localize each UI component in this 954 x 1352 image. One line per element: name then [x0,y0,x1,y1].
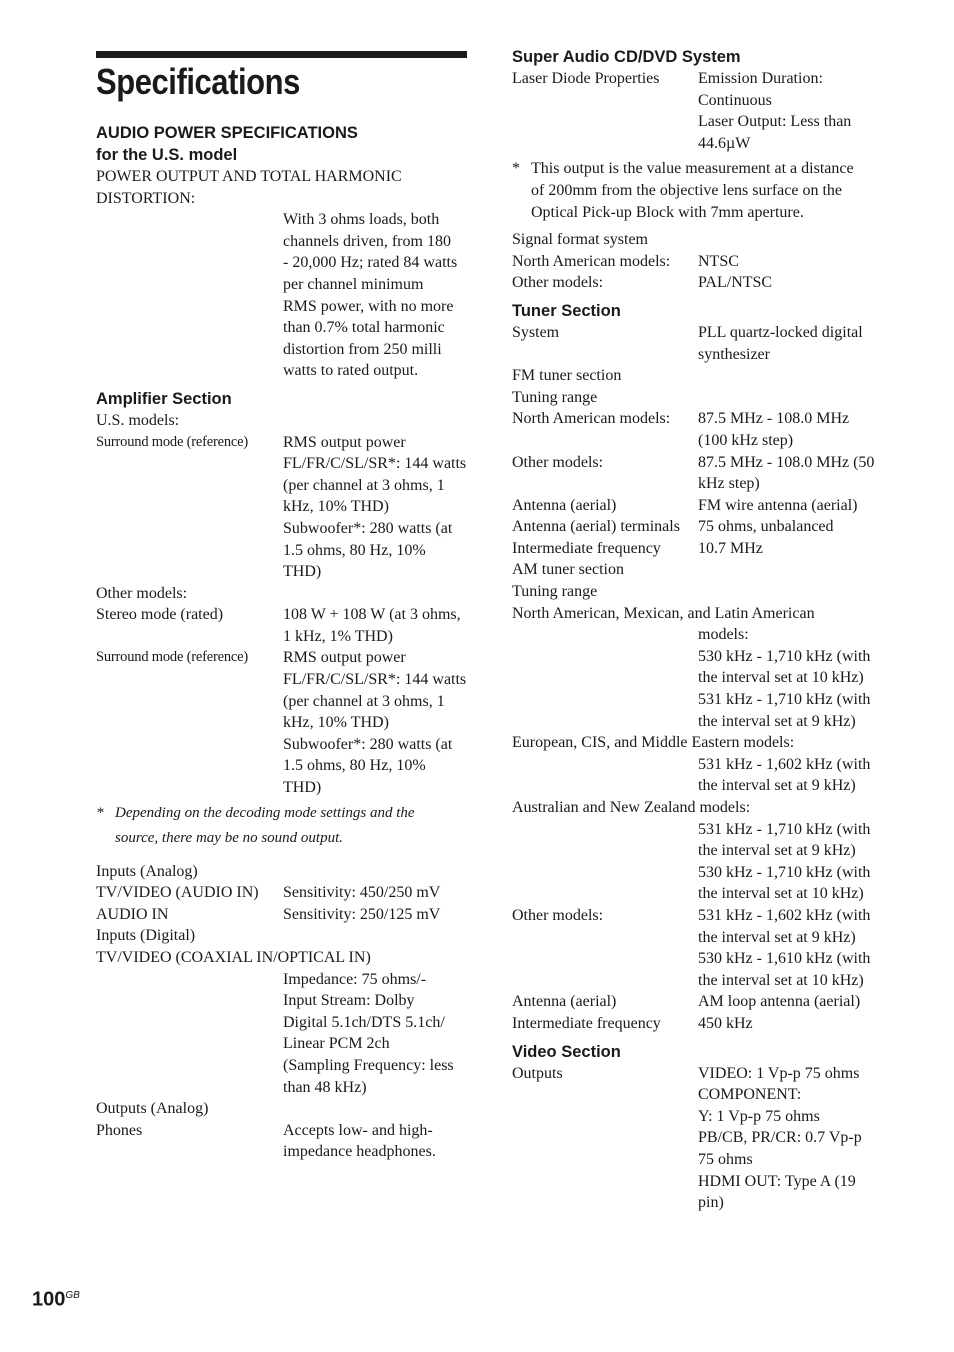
am-na-label-2: models: [698,626,749,644]
audio-power-intro: POWER OUTPUT AND TOTAL HARMONIC [96,168,402,185]
right-column [512,46,882,1214]
text-line: impedance headphones. [283,1143,436,1161]
page-number-value: 100 [32,1288,66,1311]
spec-label: AUDIO IN [96,905,169,923]
spec-row-laser [512,68,882,154]
spec-label: Other models: [512,906,604,924]
laser-footnote [512,158,882,223]
sacd-heading: Super Audio CD/DVD System [512,48,741,66]
video-heading: Video Section [512,1042,621,1061]
spec-value: 10.7 MHz [698,539,763,557]
text-line: PB/CB, PR/CR: 0.7 Vp-p [698,1129,862,1147]
spec-value [698,452,882,495]
spec-label: System [512,323,560,341]
text-line: 1.5 ohms, 80 Hz, 10% [283,541,426,559]
spec-value: AM loop antenna (aerial) [698,993,861,1011]
text-line: 530 kHz - 1,710 kHz (with [698,647,871,665]
signal-format-label: Signal format system [512,231,648,249]
spec-label: Antenna (aerial) [512,496,617,514]
spec-label: Other models: [512,453,604,471]
am-au-value [512,819,882,905]
am-na-label: North American, Mexican, and Latin American [512,604,815,622]
footnote-marker: * [512,160,520,178]
spec-label: TV/VIDEO (AUDIO IN) [96,884,259,902]
text-line: FL/FR/C/SL/SR*: 144 watts [283,671,467,689]
audio-power-subheading: for the U.S. model [96,146,238,164]
spec-label: North American models: [512,410,671,428]
tuner-heading: Tuner Section [512,301,621,320]
spec-label: Surround mode (reference) [96,433,249,450]
text-line: the interval set at 10 kHz) [698,669,864,687]
title-rule [96,51,467,58]
text-line: Continuous [698,91,772,109]
spec-value [698,1063,882,1214]
text-line: kHz step) [698,475,760,493]
text-line: COMPONENT: [698,1086,802,1104]
spec-label: Outputs [512,1064,563,1082]
text-line: Accepts low- and high- [283,1121,433,1139]
spec-row-outputs [512,1063,882,1214]
text-line: Input Stream: Dolby [283,992,415,1010]
spec-label: Intermediate frequency [512,539,661,557]
text-line: the interval set at 9 kHz) [698,777,856,795]
spec-value [698,68,882,154]
text-line: 1.5 ohms, 80 Hz, 10% [283,757,426,775]
spec-row-am-antenna [512,991,882,1013]
fm-tuning-range-label: Tuning range [512,388,598,406]
spec-label: Phones [96,1121,143,1139]
text-line: Subwoofer*: 280 watts (at [283,519,453,537]
text-line: per channel minimum [283,275,424,293]
text-line: the interval set at 9 kHz) [698,842,856,860]
spec-row-audio-in [96,904,468,926]
spec-value: FM wire antenna (aerial) [698,496,858,514]
inputs-digital-label: Inputs (Digital) [96,927,196,945]
amplifier-heading: Amplifier Section [96,389,232,408]
text-line: Depending on the decoding mode settings and the [115,804,415,821]
amplifier-footnote [96,801,468,851]
spec-row-us-surround [96,432,468,583]
text-line: HDMI OUT: Type A (19 [698,1172,856,1190]
fm-section-label: FM tuner section [512,367,622,385]
spec-row-fm-other [512,452,882,495]
text-line: This output is the value measurement at a distance [531,160,854,178]
text-line: watts to rated output. [283,362,419,380]
spec-label: Stereo mode (rated) [96,606,224,624]
text-line: THD) [283,563,322,581]
text-line: 531 kHz - 1,710 kHz (with [698,691,871,709]
text-line: kHz, 10% THD) [283,498,389,516]
spec-row-system [512,322,882,365]
am-na-value [512,646,882,732]
text-line: the interval set at 9 kHz) [698,712,856,730]
text-line: channels driven, from 180 [283,232,451,250]
text-line: 87.5 MHz - 108.0 MHz (50 [698,453,875,471]
spec-value: 450 kHz [698,1014,753,1032]
footnote-text [115,801,468,851]
spec-row-tv-video [96,882,468,904]
spec-value: Sensitivity: 250/125 mV [283,905,441,923]
digital-input-label: TV/VIDEO (COAXIAL IN/OPTICAL IN) [96,949,371,966]
text-line: 530 kHz - 1,710 kHz (with [698,863,871,881]
text-line: 108 W + 108 W (at 3 ohms, [283,606,461,624]
spec-row-phones [96,1120,468,1163]
text-line: source, there may be no sound output. [115,829,344,846]
text-line: 531 kHz - 1,710 kHz (with [698,820,871,838]
text-line: 530 kHz - 1,610 kHz (with [698,950,871,968]
spec-label: Antenna (aerial) terminals [512,518,680,536]
text-line: synthesizer [698,345,770,363]
text-line: (per channel at 3 ohms, 1 [283,476,445,494]
spec-value [283,604,468,647]
other-models-label: Other models: [96,584,188,602]
text-line: 531 kHz - 1,602 kHz (with [698,755,871,773]
text-line: Digital 5.1ch/DTS 5.1ch/ [283,1013,445,1031]
text-line: 87.5 MHz - 108.0 MHz [698,410,850,428]
am-tuning-range-label: Tuning range [512,583,598,601]
spec-value [283,432,468,583]
page-title: Specifications [96,61,300,102]
am-section-label: AM tuner section [512,561,624,579]
text-line: 1 kHz, 1% THD) [283,627,393,645]
text-line: 531 kHz - 1,602 kHz (with [698,906,871,924]
spec-row-fm-terminals [512,516,882,538]
spec-value: PAL/NTSC [698,274,773,292]
am-eu-value [512,754,882,797]
text-line: the interval set at 9 kHz) [698,928,856,946]
text-line: PLL quartz-locked digital [698,323,863,341]
spec-label: Intermediate frequency [512,1014,661,1032]
spec-label: Laser Diode Properties [512,70,660,87]
text-line: Linear PCM 2ch [283,1035,390,1053]
footnote-marker: * [96,804,104,821]
text-line: 44.6µW [698,134,751,152]
spec-value [283,647,468,798]
spec-value: Sensitivity: 450/250 mV [283,884,441,902]
text-line: Optical Pick-up Block with 7mm aperture. [531,203,804,221]
text-line: than 48 kHz) [283,1078,367,1096]
text-line: Y: 1 Vp-p 75 ohms [698,1107,820,1125]
page-number-suffix: GB [65,1290,80,1301]
spec-row-other-surround [96,647,468,798]
spec-label: Other models: [512,274,604,292]
spec-value: NTSC [698,252,739,270]
spec-row-fm-if [512,538,882,560]
text-line: Subwoofer*: 280 watts (at [283,735,453,753]
inputs-analog-label: Inputs (Analog) [96,862,198,880]
footnote-text [531,158,882,223]
text-line: than 0.7% total harmonic [283,319,445,337]
spec-value [283,1120,468,1163]
text-line: distortion from 250 milli [283,340,442,358]
spec-row-stereo [96,604,468,647]
text-line: RMS power, with no more [283,297,454,315]
text-line: RMS output power [283,649,406,667]
audio-power-heading: AUDIO POWER SPECIFICATIONS [96,124,358,142]
spec-value: 75 ohms, unbalanced [698,518,834,536]
spec-row-am-if [512,1013,882,1035]
text-line: the interval set at 10 kHz) [698,971,864,989]
spec-row-fm-na [512,408,882,451]
text-line: pin) [698,1194,724,1212]
text-line: FL/FR/C/SL/SR*: 144 watts [283,455,467,473]
spec-label: Surround mode (reference) [96,649,249,666]
spec-value [698,408,882,451]
text-line: THD) [283,779,322,797]
digital-input-value [96,969,468,1099]
text-line: kHz, 10% THD) [283,714,389,732]
audio-power-intro-2: DISTORTION: [96,189,196,207]
audio-power-value [96,209,468,382]
text-line: Impedance: 75 ohms/- [283,970,427,988]
text-line: RMS output power [283,433,406,451]
am-au-label: Australian and New Zealand models: [512,799,751,816]
spec-value [698,905,882,991]
am-eu-label: European, CIS, and Middle Eastern models: [512,734,795,752]
outputs-analog-label: Outputs (Analog) [96,1100,209,1118]
spec-row-am-other [512,905,882,991]
text-line: Emission Duration: [698,70,823,87]
text-line: VIDEO: 1 Vp-p 75 ohms [698,1064,860,1082]
spec-value [698,322,882,365]
text-line: (Sampling Frequency: less [283,1056,454,1074]
spec-label: Antenna (aerial) [512,993,617,1011]
text-line: With 3 ohms loads, both [283,211,440,229]
spec-row-fm-antenna [512,495,882,517]
page-number [32,1284,80,1312]
text-line: of 200mm from the objective lens surface on the [531,181,843,199]
spec-row-other-format [512,272,882,294]
text-line: Laser Output: Less than [698,113,852,131]
left-column [96,122,468,1163]
text-line: the interval set at 10 kHz) [698,885,864,903]
text-line: 75 ohms [698,1150,753,1168]
text-line: - 20,000 Hz; rated 84 watts [283,254,458,272]
us-models-label: U.S. models: [96,411,180,429]
spec-label: North American models: [512,252,671,270]
text-line: (per channel at 3 ohms, 1 [283,692,445,710]
text-line: (100 kHz step) [698,431,794,449]
spec-row-na-format [512,251,882,273]
